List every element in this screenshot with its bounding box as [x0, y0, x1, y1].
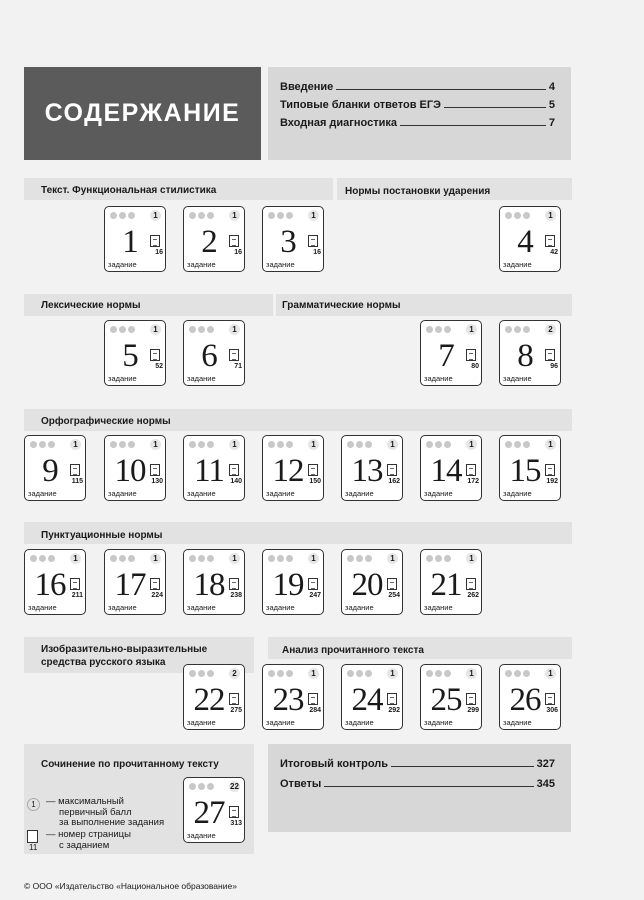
task-label: задание — [424, 718, 453, 727]
task-number: 8 — [517, 338, 533, 374]
section-title: Лексические нормы — [41, 300, 141, 311]
difficulty-dots — [110, 212, 135, 219]
task-page-number: 16 — [234, 249, 242, 256]
task-label: задание — [108, 603, 137, 612]
max-score-badge: 1 — [150, 439, 161, 450]
max-score-badge: 1 — [229, 439, 240, 450]
max-score-badge: 1 — [308, 553, 319, 564]
task-number: 19 — [272, 567, 304, 603]
task-number: 5 — [122, 338, 138, 374]
page-title: СОДЕРЖАНИЕ — [24, 67, 261, 160]
section-title: Грамматические нормы — [282, 300, 401, 311]
task-page-number: 71 — [234, 363, 242, 370]
task-label: задание — [345, 489, 374, 498]
task-label: задание — [266, 603, 295, 612]
page-icon — [466, 464, 476, 476]
page-icon — [545, 235, 555, 247]
max-score-badge: 1 — [466, 439, 477, 450]
task-number: 20 — [351, 567, 383, 603]
max-score-badge: 1 — [150, 553, 161, 564]
copyright: © ООО «Издательство «Национальное образование» — [24, 881, 237, 891]
difficulty-dots — [347, 441, 372, 448]
task-label: задание — [187, 831, 216, 840]
task-card-1[interactable] — [104, 206, 166, 272]
task-label: задание — [187, 718, 216, 727]
task-label: задание — [424, 603, 453, 612]
max-score-badge: 1 — [308, 210, 319, 221]
page-icon — [466, 349, 476, 361]
task-label: задание — [503, 718, 532, 727]
task-card-6[interactable] — [183, 320, 245, 386]
score-circle-icon: 1 — [27, 798, 40, 811]
page-icon — [308, 235, 318, 247]
difficulty-dots — [268, 441, 293, 448]
task-number: 3 — [280, 224, 296, 260]
task-number: 7 — [438, 338, 454, 374]
difficulty-dots — [505, 441, 530, 448]
page-icon — [27, 830, 38, 843]
task-label: задание — [424, 489, 453, 498]
page-icon — [150, 235, 160, 247]
task-label: задание — [187, 489, 216, 498]
difficulty-dots — [268, 555, 293, 562]
page-icon — [229, 693, 239, 705]
task-card-11[interactable] — [183, 435, 245, 501]
task-number: 10 — [114, 453, 146, 489]
toc-row-diagnostics[interactable] — [280, 117, 555, 129]
toc-page: 345 — [536, 778, 555, 790]
difficulty-dots — [505, 670, 530, 677]
task-page-number: 224 — [151, 592, 163, 599]
task-page-number: 52 — [155, 363, 163, 370]
task-number: 23 — [272, 682, 304, 718]
section-title: Нормы постановки ударения — [345, 186, 491, 197]
max-score-badge: 1 — [308, 439, 319, 450]
task-card-2[interactable] — [183, 206, 245, 272]
final-toc — [268, 744, 571, 832]
task-page-number: 140 — [230, 478, 242, 485]
task-number: 9 — [42, 453, 58, 489]
max-score-badge: 1 — [229, 210, 240, 221]
difficulty-dots — [189, 212, 214, 219]
task-card-14[interactable] — [420, 435, 482, 501]
legend-text: первичный балл — [59, 806, 132, 818]
task-card-13[interactable] — [341, 435, 403, 501]
max-score-badge: 2 — [545, 324, 556, 335]
task-page-number: 299 — [467, 707, 479, 714]
task-label: задание — [187, 260, 216, 269]
task-label: задание — [108, 260, 137, 269]
max-score-badge: 1 — [387, 439, 398, 450]
toc-label: Входная диагностика — [280, 117, 397, 129]
toc-label: Типовые бланки ответов ЕГЭ — [280, 99, 441, 111]
task-label: задание — [424, 374, 453, 383]
task-card-26[interactable] — [499, 664, 561, 730]
task-card-12[interactable] — [262, 435, 324, 501]
task-number: 4 — [517, 224, 533, 260]
task-number: 22 — [193, 682, 225, 718]
task-card-7[interactable] — [420, 320, 482, 386]
task-card-23[interactable] — [262, 664, 324, 730]
section-title: Пунктуационные нормы — [41, 530, 163, 541]
page-icon — [387, 693, 397, 705]
page-icon — [545, 349, 555, 361]
task-page-number: 254 — [388, 592, 400, 599]
page-icon — [545, 693, 555, 705]
task-page-number: 192 — [546, 478, 558, 485]
difficulty-dots — [426, 441, 451, 448]
task-number: 13 — [351, 453, 383, 489]
legend-page — [46, 830, 131, 851]
task-page-number: 150 — [309, 478, 321, 485]
max-score-badge: 1 — [70, 439, 81, 450]
task-card-4[interactable] — [499, 206, 561, 272]
task-page-number: 238 — [230, 592, 242, 599]
max-score-badge: 1 — [466, 668, 477, 679]
section-title: Текст. Функциональная стилистика — [41, 185, 217, 196]
task-page-number: 262 — [467, 592, 479, 599]
task-card-25[interactable] — [420, 664, 482, 730]
max-score-badge: 2 — [229, 668, 240, 679]
page-icon — [150, 464, 160, 476]
section-title: средства русского языка — [41, 657, 166, 668]
difficulty-dots — [268, 670, 293, 677]
difficulty-dots — [505, 326, 530, 333]
task-card-19[interactable] — [262, 549, 324, 615]
page-icon — [229, 235, 239, 247]
task-page-number: 162 — [388, 478, 400, 485]
difficulty-dots — [189, 555, 214, 562]
max-score-badge: 1 — [229, 553, 240, 564]
task-number: 11 — [194, 453, 224, 489]
task-number: 21 — [430, 567, 462, 603]
difficulty-dots — [189, 441, 214, 448]
task-number: 25 — [430, 682, 462, 718]
toc-leader — [324, 786, 533, 787]
task-card-8[interactable] — [499, 320, 561, 386]
page-icon — [229, 806, 239, 818]
toc-label: Введение — [280, 81, 334, 93]
page-icon — [545, 464, 555, 476]
task-number: 1 — [122, 224, 138, 260]
task-number: 18 — [193, 567, 225, 603]
task-label: задание — [108, 489, 137, 498]
task-card-3[interactable] — [262, 206, 324, 272]
task-page-number: 313 — [230, 820, 242, 827]
legend-text: за выполнение задания — [59, 817, 165, 828]
task-card-15[interactable] — [499, 435, 561, 501]
toc-page: 7 — [548, 117, 555, 129]
toc-leader — [336, 89, 546, 90]
difficulty-dots — [426, 670, 451, 677]
task-card-17[interactable] — [104, 549, 166, 615]
legend-text: — максимальный — [46, 796, 124, 807]
max-score-badge: 1 — [545, 668, 556, 679]
page-icon — [308, 578, 318, 590]
task-page-number: 16 — [155, 249, 163, 256]
task-label: задание — [503, 489, 532, 498]
task-page-number: 306 — [546, 707, 558, 714]
page-icon — [466, 693, 476, 705]
max-score-badge: 1 — [466, 553, 477, 564]
task-number: 15 — [509, 453, 541, 489]
difficulty-dots — [110, 555, 135, 562]
task-card-16[interactable] — [24, 549, 86, 615]
max-score-badge: 1 — [308, 668, 319, 679]
difficulty-dots — [426, 326, 451, 333]
task-number: 17 — [114, 567, 146, 603]
task-page-number: 211 — [71, 592, 83, 599]
task-card-22[interactable] — [183, 664, 245, 730]
difficulty-dots — [426, 555, 451, 562]
difficulty-dots — [30, 555, 55, 562]
task-label: задание — [108, 374, 137, 383]
page-icon — [150, 578, 160, 590]
task-page-number: 292 — [388, 707, 400, 714]
toc-row-answers[interactable] — [280, 778, 555, 790]
task-label: задание — [503, 260, 532, 269]
legend-page-number: 11 — [29, 843, 38, 852]
max-score-badge: 1 — [545, 439, 556, 450]
task-number: 12 — [272, 453, 304, 489]
toc-row-intro[interactable] — [280, 81, 555, 93]
intro-toc — [268, 67, 571, 160]
task-page-number: 80 — [471, 363, 479, 370]
toc-label: Ответы — [280, 778, 322, 790]
max-score-badge: 1 — [466, 324, 477, 335]
toc-leader — [391, 766, 534, 767]
max-score-badge: 1 — [387, 668, 398, 679]
page-icon — [229, 464, 239, 476]
task-card-27[interactable] — [183, 777, 245, 843]
page-icon — [308, 464, 318, 476]
section-title: Анализ прочитанного текста — [282, 645, 424, 656]
toc-row-answer-forms[interactable] — [280, 99, 555, 111]
task-card-5[interactable] — [104, 320, 166, 386]
task-page-number: 115 — [71, 478, 83, 485]
task-number: 27 — [193, 795, 225, 831]
difficulty-dots — [189, 783, 214, 790]
page-icon — [150, 349, 160, 361]
page-icon — [308, 693, 318, 705]
task-page-number: 247 — [309, 592, 321, 599]
task-page-number: 275 — [230, 707, 242, 714]
task-card-10[interactable] — [104, 435, 166, 501]
page-icon — [466, 578, 476, 590]
task-card-9[interactable] — [24, 435, 86, 501]
task-page-number: 16 — [313, 249, 321, 256]
difficulty-dots — [30, 441, 55, 448]
toc-row-final-control[interactable] — [280, 758, 555, 770]
max-score-badge: 1 — [150, 324, 161, 335]
task-label: задание — [345, 603, 374, 612]
toc-label: Итоговый контроль — [280, 758, 389, 770]
task-card-18[interactable] — [183, 549, 245, 615]
task-card-20[interactable] — [341, 549, 403, 615]
page-icon — [387, 578, 397, 590]
page-icon — [70, 464, 80, 476]
task-page-number: 284 — [309, 707, 321, 714]
max-score-badge: 1 — [150, 210, 161, 221]
difficulty-dots — [268, 212, 293, 219]
task-number: 26 — [509, 682, 541, 718]
task-number: 24 — [351, 682, 383, 718]
section-title: Изобразительно-выразительные — [41, 644, 208, 655]
difficulty-dots — [189, 670, 214, 677]
task-label: задание — [187, 603, 216, 612]
toc-page: 5 — [548, 99, 555, 111]
task-number: 16 — [34, 567, 66, 603]
task-card-21[interactable] — [420, 549, 482, 615]
task-number: 2 — [201, 224, 217, 260]
section-title: Сочинение по прочитанному тексту — [41, 759, 219, 770]
toc-leader — [444, 107, 546, 108]
page-icon — [229, 349, 239, 361]
task-label: задание — [503, 374, 532, 383]
task-number: 6 — [201, 338, 217, 374]
task-label: задание — [28, 603, 57, 612]
max-score-badge: 1 — [229, 324, 240, 335]
difficulty-dots — [110, 326, 135, 333]
task-label: задание — [28, 489, 57, 498]
task-label: задание — [266, 260, 295, 269]
difficulty-dots — [189, 326, 214, 333]
toc-leader — [400, 125, 546, 126]
toc-page: 4 — [548, 81, 555, 93]
task-page-number: 130 — [151, 478, 163, 485]
task-label: задание — [266, 718, 295, 727]
max-score-badge: 1 — [545, 210, 556, 221]
page-icon — [387, 464, 397, 476]
task-page-number: 172 — [467, 478, 479, 485]
task-number: 14 — [430, 453, 462, 489]
difficulty-dots — [347, 670, 372, 677]
task-label: задание — [187, 374, 216, 383]
max-score-badge: 1 — [387, 553, 398, 564]
section-title: Орфографические нормы — [41, 416, 171, 427]
task-page-number: 42 — [550, 249, 558, 256]
difficulty-dots — [505, 212, 530, 219]
max-score-badge: 22 — [230, 782, 239, 791]
difficulty-dots — [110, 441, 135, 448]
legend-text: с заданием — [59, 839, 110, 851]
task-card-24[interactable] — [341, 664, 403, 730]
task-label: задание — [345, 718, 374, 727]
task-label: задание — [266, 489, 295, 498]
max-score-badge: 1 — [70, 553, 81, 564]
difficulty-dots — [347, 555, 372, 562]
page-icon — [229, 578, 239, 590]
task-page-number: 96 — [550, 363, 558, 370]
legend-text: — номер страницы — [46, 829, 131, 840]
legend-score — [46, 797, 164, 829]
toc-page: 327 — [536, 758, 555, 770]
page-icon — [70, 578, 80, 590]
